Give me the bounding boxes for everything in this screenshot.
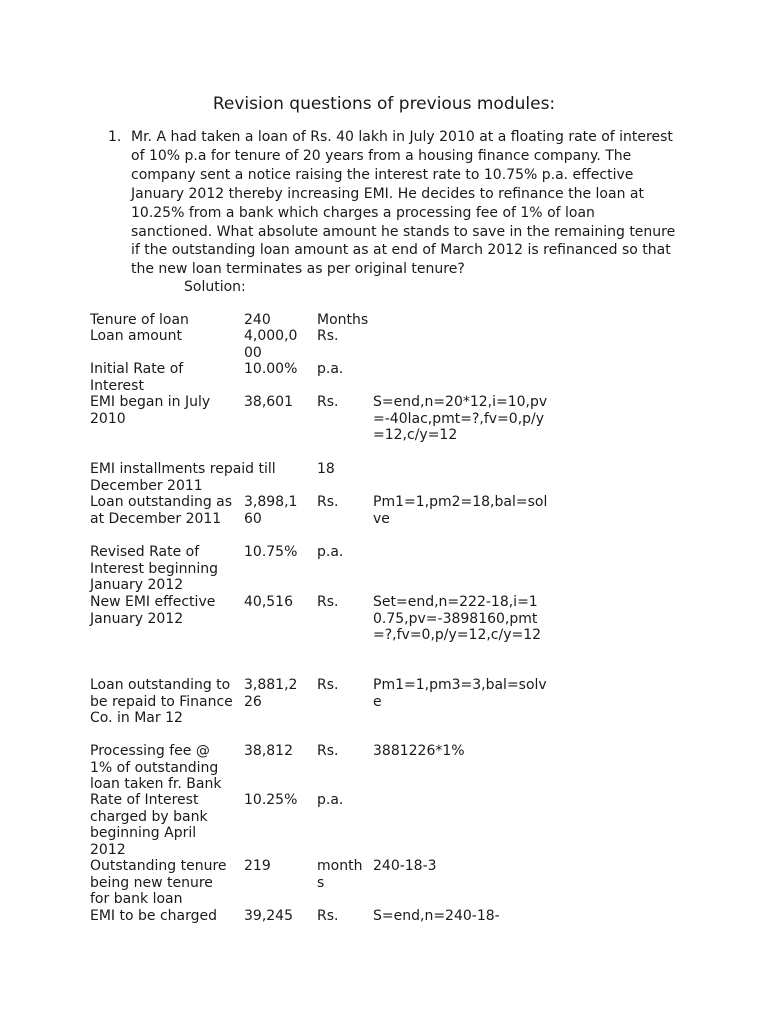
question-text: Mr. A had taken a loan of Rs. 40 lakh in July 2010 at a floating rate of interest of 10% p.a for tenure of 20 years from a housing finance company. The company sent a notice raising the interest rate to 10.75% p.a. effective January 2012 thereby increasing EMI. He decides to refinance the loan at 10.25% from a bank which charges a processing fee of 1% of loan sanctioned. What absolute amount he stands to save in the remaining tenure if the outstanding loan amount as at end of March 2012 is refinanced so that the new loan terminates as per original tenure? [131,129,676,278]
row-value: 3,881,226 [244,677,298,710]
solution-label: Solution: [184,279,246,295]
row-unit: p.a. [317,792,344,808]
row-value: 10.00% [244,361,298,377]
row-note: 3881226*1% [373,743,465,759]
row-label: New EMI effective January 2012 [90,594,216,627]
row-label: Tenure of loan [90,312,189,328]
row-unit: Rs. [317,743,339,759]
row-label: Loan amount [90,328,183,344]
row-value: 39,245 [244,908,293,924]
row-label: Revised Rate of Interest beginning January 2012 [90,544,219,594]
row-note: S=end,n=240-18- [373,908,500,924]
row-value: 40,516 [244,594,293,610]
row-label: Rate of Interest charged by bank beginning April 2012 [90,792,208,858]
row-value: 38,601 [244,394,293,410]
row-value: 10.25% [244,792,298,808]
row-unit: Rs. [317,908,339,924]
row-unit: Rs. [317,677,339,693]
row-label: EMI installments repaid till December 2011 [90,461,276,494]
page-title: Revision questions of previous modules: [212,94,556,114]
row-unit: Rs. [317,394,339,410]
row-value: 3,898,160 [244,494,298,527]
row-value: 240 [244,312,271,328]
row-label: Outstanding tenure being new tenure for bank loan [90,858,227,908]
row-unit: Months [317,312,369,328]
row-label: Loan outstanding as at December 2011 [90,494,233,527]
row-unit: Rs. [317,328,339,344]
row-unit: p.a. [317,361,344,377]
row-unit: Rs. [317,494,339,510]
row-value: 38,812 [244,743,293,759]
row-note: Pm1=1,pm3=3,bal=solve [373,677,547,710]
row-value: 10.75% [244,544,298,560]
row-note: Set=end,n=222-18,i=10.75,pv=-3898160,pmt=?,fv=0,p/y=12,c/y=12 [373,594,542,644]
row-label: EMI began in July 2010 [90,394,211,427]
row-label: Initial Rate of Interest [90,361,184,394]
question-number: 1. [108,129,122,145]
row-unit: Rs. [317,594,339,610]
row-unit: months [317,858,363,891]
row-unit: 18 [317,461,335,477]
question-1 [108,128,678,279]
row-unit: p.a. [317,544,344,560]
row-note: 240-18-3 [373,858,437,874]
row-label: EMI to be charged [90,908,218,924]
row-value: 4,000,000 [244,328,298,361]
row-label: Loan outstanding to be repaid to Finance Co. in Mar 12 [90,677,233,727]
row-value: 219 [244,858,271,874]
row-note: S=end,n=20*12,i=10,pv=-40lac,pmt=?,fv=0,p/y=12,c/y=12 [373,394,548,444]
row-label: Processing fee @ 1% of outstanding loan taken fr. Bank [90,743,222,793]
row-note: Pm1=1,pm2=18,bal=solve [373,494,548,527]
